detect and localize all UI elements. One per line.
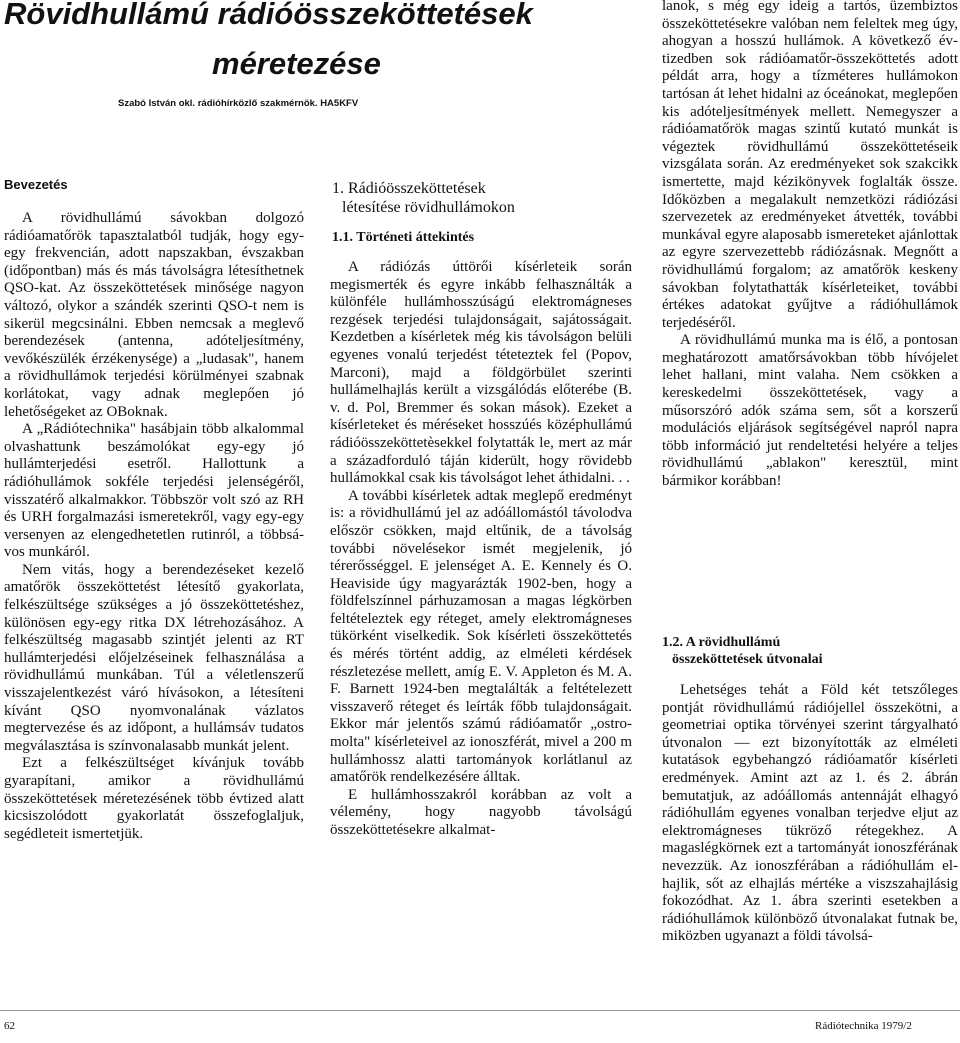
section-heading-1-2-line2: összeköttetések útvonalai xyxy=(672,652,823,667)
column-3-continued xyxy=(662,682,958,946)
column-2 xyxy=(330,259,632,840)
paragraph: lanok, s még egy ideig a tartós, üzembiztos összeköttetésekre valóban nem feleltek meg úgy, ahogyan a hosszú hullámok. A következő évtizedben sok rádióamatőr-összeköttetés adott példát arra, hogy a tízméteres hullámokon tartósan át lehet hidalni az óceánokat, meglepően kis adóteljesítmények mellett. Nemegyszer a rádióamatőrök magas szintű kutató munkát is végeztek rövidhullámú összeköttetéseik vizsgálata során. Az eredményeket sok szakcikk ismertette, majd kézikönyvek foglalták össze. Időközben a megalakult nemzetközi rádiózási szervezetek az eredményeket átvették, további munkával egyre alaposabb ismereteket ajánlottak az egyre szervezettebb rádiózásnak. Megnőtt a rövidhullámú forgalom; az amatőrök keskeny sávokban folytathatták kísérleteiket, további értékes adatokat gyűjtve a rádióhullámok terjedéséről. xyxy=(662,0,958,331)
article-title-line1: Rövidhullámú rádióösszeköttetések xyxy=(4,0,533,31)
article-author: Szabó István okl. rádióhírközlő szakmérnök. HA5KFV xyxy=(118,98,359,109)
section-heading-1-line2: létesítése rövidhullámokon xyxy=(342,199,515,216)
journal-footer: Rádiótechnika 1979/2 xyxy=(815,1020,912,1032)
footer-divider xyxy=(0,1010,960,1011)
paragraph: A rövidhullámú munka ma is élő, a pontosan meghatározott amatőrsávokban több hívójelet lehet hallani, mint valaha. Nem csökken a kereskedelmi összeköttetések, vagy a műsorszóró adók száma sem, sőt a korszerű modulációs eljárások segítségével napról napra több információ jut rendeltetési helyére a teljes rövidhullámú „ablakon" keresztül, mint bármikor korábban! xyxy=(662,332,958,490)
paragraph: Nem vitás, hogy a berendezéseket kezelő amatőrök összeköttetést létesítő gyakorlata, felkészültsége szükséges a jó összeköttetéshez, különösen egy-egy ritka DX létrehozásához. A felkészültség magasabb szintjét jelenti az RT hullámterjedési előjelzéseinek felhasználása a rövidhullámú munkában. Túl a véletlenszerű visszajelentkezést váró hívásokon, a létesíteni kívánt QSO nyomvonalának vázlatos megtervezése és az időpont, a hullámsáv tudatos megválasztása is színvonalasabb munkát jelent. xyxy=(4,561,304,754)
column-1 xyxy=(4,210,304,843)
section-heading-1-2 xyxy=(662,634,823,668)
paragraph: E hullámhosszakról korábban az volt a vélemény, hogy nagyobb távolságú összeköttetésekre alkalmat- xyxy=(330,786,632,838)
paragraph: A „Rádiótechnika" hasábjain több alkalommal olvashattunk beszámolókat egy-egy jó hullámterjedési esetről. Hallottunk a rádióhullámok sokféle terjedési jelenségéről, visszatérő alkalmakkor. Többször volt szó az RH és URH forgalmazási ismeretekről, vagy egy-egy versenyen az elengedhetetlen rutinról, a többsávos munkáról. xyxy=(4,421,304,561)
article-title-line2: méretezése xyxy=(212,46,381,81)
section-heading-1-2-line1: 1.2. A rövidhullámú xyxy=(662,635,781,650)
paragraph: A rádiózás úttörői kísérleteik során megismerték és egyre inkább felhasználták a különféle hullámhosszúságú elektromágneses rezgések terjedési tulajdonságait, sajátosságait. Kezdetben a kísérletek még kis távolságon belüli egyenes vonalú terjedést téteteztek fel (Popov, Marconi), majd a földgörbület szerinti hullámelhajlás került a vizsgálódás előterébe (B. v. d. Pol, Bremmer és sokan mások). Ezeket a kísérleteket és méréseket hosszúés középhullámú rádióösszeköttetèsekkel folytatták le, mert az már a századforduló táján kiderült, hogy rövidebb hullámokkal csak kis távolságot lehet áthidalni. . . xyxy=(330,259,632,487)
paragraph: Ezt a felkészültséget kívánjuk tovább gyarapítani, amikor a rövidhullámú összeköttetések méretezésének több évtized alatt kicsiszolódott gyakorlatát összefoglaljuk, segédleteit ismertetjük. xyxy=(4,755,304,842)
section-heading-1 xyxy=(332,179,515,217)
page-number: 62 xyxy=(4,1020,15,1032)
paragraph: A rövidhullámú sávokban dolgozó rádióamatőrök tapasztalatból tudják, hogy egy-egy frekvencián, adott napszakban, évszakban (időpontban) más és más távolságra létesíthetnek QSO-kat. Az összeköttetések minősége nagyon változó, olykor a szándék szerinti QSO-t nem is sikerül megcsinálni. Ebben nemcsak a meglevő berendezések (antenna, adóteljesítmény, vevőkészülék érzékenysége) a „ludasak", hanem a rövidhullámok terjedési körülményei szabnak korlátokat, vagy adnak meglepően jó lehetőségeket az OBoknak. xyxy=(4,210,304,420)
heading-introduction: Bevezetés xyxy=(4,177,68,192)
section-heading-1-line1: 1. Rádióösszeköttetések xyxy=(332,180,486,197)
column-3 xyxy=(662,0,958,491)
paragraph: Lehetséges tehát a Föld két tetszőleges pontját rövidhullámú rádiójellel összekötni, a geometriai optika törvényei szerint tárgyalható útvonalon — ezt bizonyították az elméleti kutatások egybehangzó rádióamatőr kísérleti eredmények. Amint azt az 1. és 2. ábrán bemutatjuk, az adóállomás antennáját elhagyó rádióhullám egyenes vonalban terjedve eljut az elektromágneses tükröző rétegekhez. A magaslégkörnek ezt a tartományát ionoszférának nevezzük. Az ionoszférában a rádióhullám elhajlik, sőt az elhajlás mértéke a viszszahajlásig fokozódhat. Az 1. ábra szerinti esetekben a rádióhullámok különböző útvonalakat futnak be, miközben ugyanazt a földi távolsá- xyxy=(662,682,958,945)
subsection-heading-1-1: 1.1. Történeti áttekintés xyxy=(332,230,475,245)
paragraph: A további kísérletek adtak meglepő eredményt is: a rövidhullámú jel az adóállomástól távolodva először csökken, majd eltűnik, de a távolság további növelésekor ismét megjelenik, jó térerősséggel. E jelenséget A. E. Kennely és O. Heaviside úgy magyarázták 1902-ben, hogy a földfelszínnel párhuzamosan a magas légkörben feltételeztek egy réteget, amely elektromágneses tükörként viselkedik. Sok kísérleti összeköttetés és mérés történt addig, az elméleti kérdések részletezése mellett, amíg E. V. Appleton és M. A. F. Barnett 1924-ben megtalálták a feltételezett visszaverő réteget és leírták főbb tulajdonságait. Ekkor már jelentős számú rádióamatőr „ostromolta" kísérleteivel az ionoszférát, mivel a 200 m hullámhossz alatti tartományok korlátlanul az amatőrök rendelkezésére álltak. xyxy=(330,487,632,786)
